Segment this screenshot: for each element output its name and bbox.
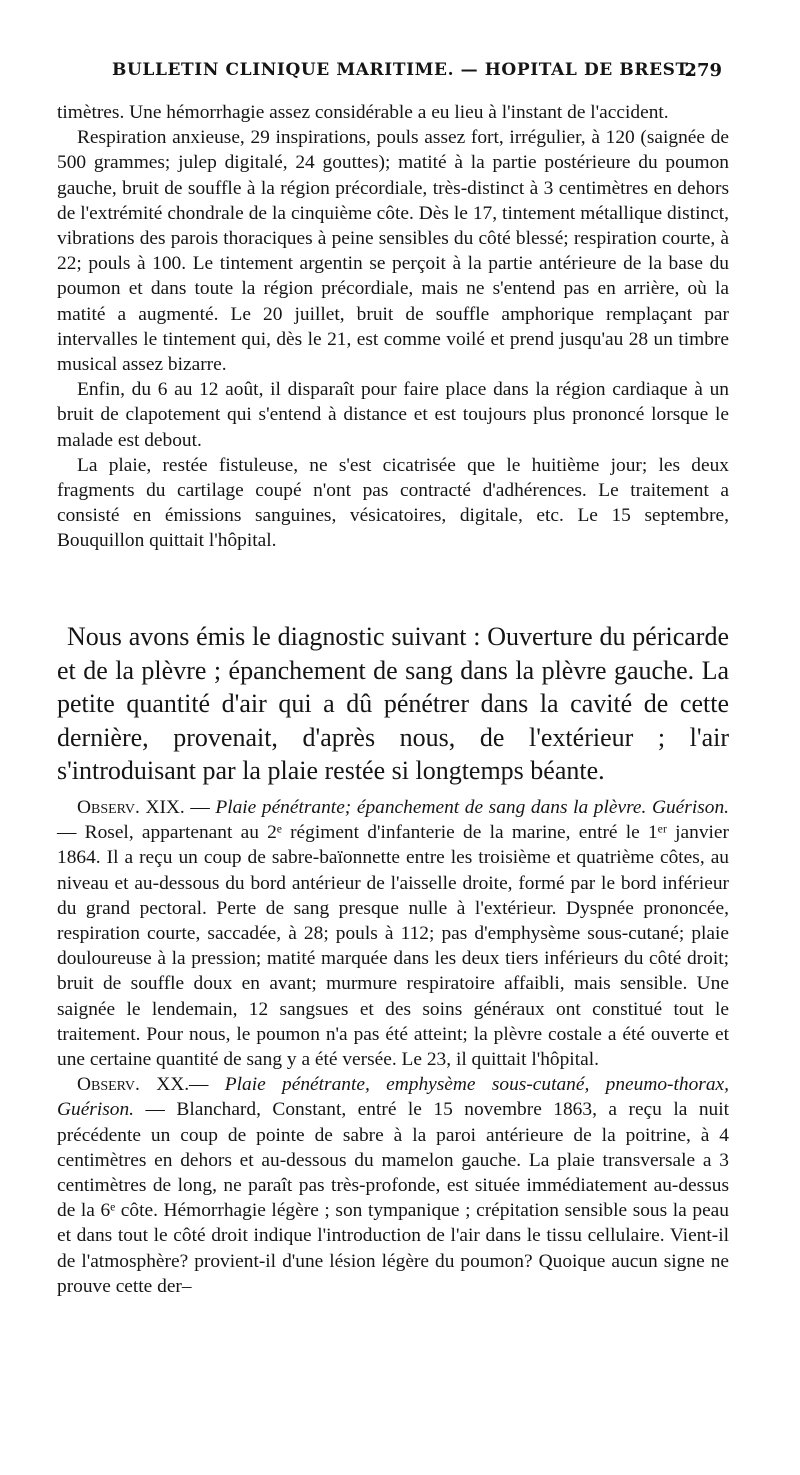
paragraph-treatment: La plaie, restée fistuleuse, ne s'est cicatrisée que le huitième jour; les deux fragments du cartilage coupé n'ont pas contracté d'adhérences. Le traitement a consisté en émissions sanguines, vésicatoires, digitale, etc. Le 15 septembre, Bouquillon quittait l'hôpital. <box>57 454 729 552</box>
observation-xx-body: — Blanchard, Constant, entré le 15 novembre 1863, a reçu la nuit précédente un coup de pointe de sabre à la paroi antérieure de la poitrine, à 4 centimètres en dehors et au-dessous du mamelon gauche. La plaie transversale a 3 centimètres de long, ne paraît pas très-profonde, est située immédiatement au-dessus de la 6ᵉ côte. Hémorrhagie légère ; son tympanique ; crépitation sensible sous la peau et dans tout le côté droit indique l'introduction de l'air dans le tissu cellulaire. Vient-il de l'atmosphère? provient-il d'une lésion légère du poumon? Quoique aucun signe ne prouve cette der– <box>57 1099 729 1297</box>
paragraph-hemorrhage: timètres. Une hémorrhagie assez considérable a eu lieu à l'instant de l'accident. <box>57 102 669 123</box>
observation-xx-dash: — <box>189 1074 225 1096</box>
page-number: 279 <box>684 60 722 81</box>
paragraph-clapotement: Enfin, du 6 au 12 août, il disparaît pour faire place dans la région cardiaque à un bruit de clapotement qui s'entend à distance et est toujours plus prononcé lorsque le malade est debout. <box>57 379 729 451</box>
observation-xx-label: Observ. XX. <box>77 1074 190 1096</box>
paragraph-diagnosis: Nous avons émis le diagnostic suivant : Ouverture du péricarde et de la plèvre ; épanchement de sang dans la plèvre gauche. La petite quantité d'air qui a dû pénétrer dans la cavité de cette dernière, provenait, d'après nous, de l'extérieur ; l'air s'introduisant par la plaie restée si longtemps béante. <box>57 622 729 786</box>
observation-xix-label: Observ. XIX. <box>77 797 185 818</box>
observation-xix-dash: — <box>184 797 216 818</box>
observation-xx <box>57 1072 729 1299</box>
page-header <box>112 60 722 92</box>
running-head: BULLETIN CLINIQUE MARITIME. — HOPITAL DE BREST. <box>112 60 694 80</box>
observation-xx-title: Plaie pénétrante, emphysème sous-cutané, pneumo-thorax, Guérison. <box>57 1074 729 1121</box>
paragraph-respiration: Respiration anxieuse, 29 inspirations, pouls assez fort, irrégulier, à 120 (saignée de 500 grammes; julep digitalé, 24 gouttes); matité à la partie postérieure du poumon gauche, bruit de souffle à la région précordiale, très-distinct à 3 centimètres en dehors de l'extrémité chondrale de la cinquième côte. Dès le 17, tintement métallique distinct, vibrations des parois thoraciques à peine sensibles du côté blessé; respiration courte, à 22; pouls à 100. Le tintement argentin se perçoit à la partie antérieure de la base du poumon et dans toute la région précordiale, mais ne s'entend pas en arrière, où la matité a augmenté. Le 20 juillet, bruit de souffle amphorique remplaçant par intervalles le tintement qui, dès le 21, est comme voilé et prend jusqu'au 28 un timbre musical assez bizarre. <box>57 127 729 376</box>
observation-xix-body: — Rosel, appartenant au 2ᵉ régiment d'infanterie de la marine, entré le 1ᵉʳ janvier 1864. Il a reçu un coup de sabre-baïonnette entre les troisième et quatrième côtes, au niveau et au-dessous du bord antérieur de l'aisselle droite, formé par le bord inférieur du grand pectoral. Perte de sang presque nulle à l'extérieur. Dyspnée prononcée, respiration courte, saccadée, à 28; pouls à 112; pas d'emphysème sous-cutané; plaie douloureuse à la pression; matité marquée dans les deux tiers inférieurs du côté droit; bruit de souffle doux en avant; murmure respiratoire affaibli, mais sensible. Une saignée le lendemain, 12 sangsues et des soins généraux ont constitué tout le traitement. Pour nous, le poumon n'a pas été atteint; la plèvre costale a été ouverte et une certaine quantité de sang y a été versée. Le 23, il quittait l'hôpital. <box>57 822 729 1071</box>
observation-xix-title: Plaie pénétrante; épanchement de sang dans la plèvre. Guérison. <box>215 797 729 818</box>
diagnosis-block <box>57 620 729 788</box>
observations-block <box>57 795 729 1299</box>
observation-xix <box>57 795 729 1072</box>
case-continuation <box>57 100 729 554</box>
